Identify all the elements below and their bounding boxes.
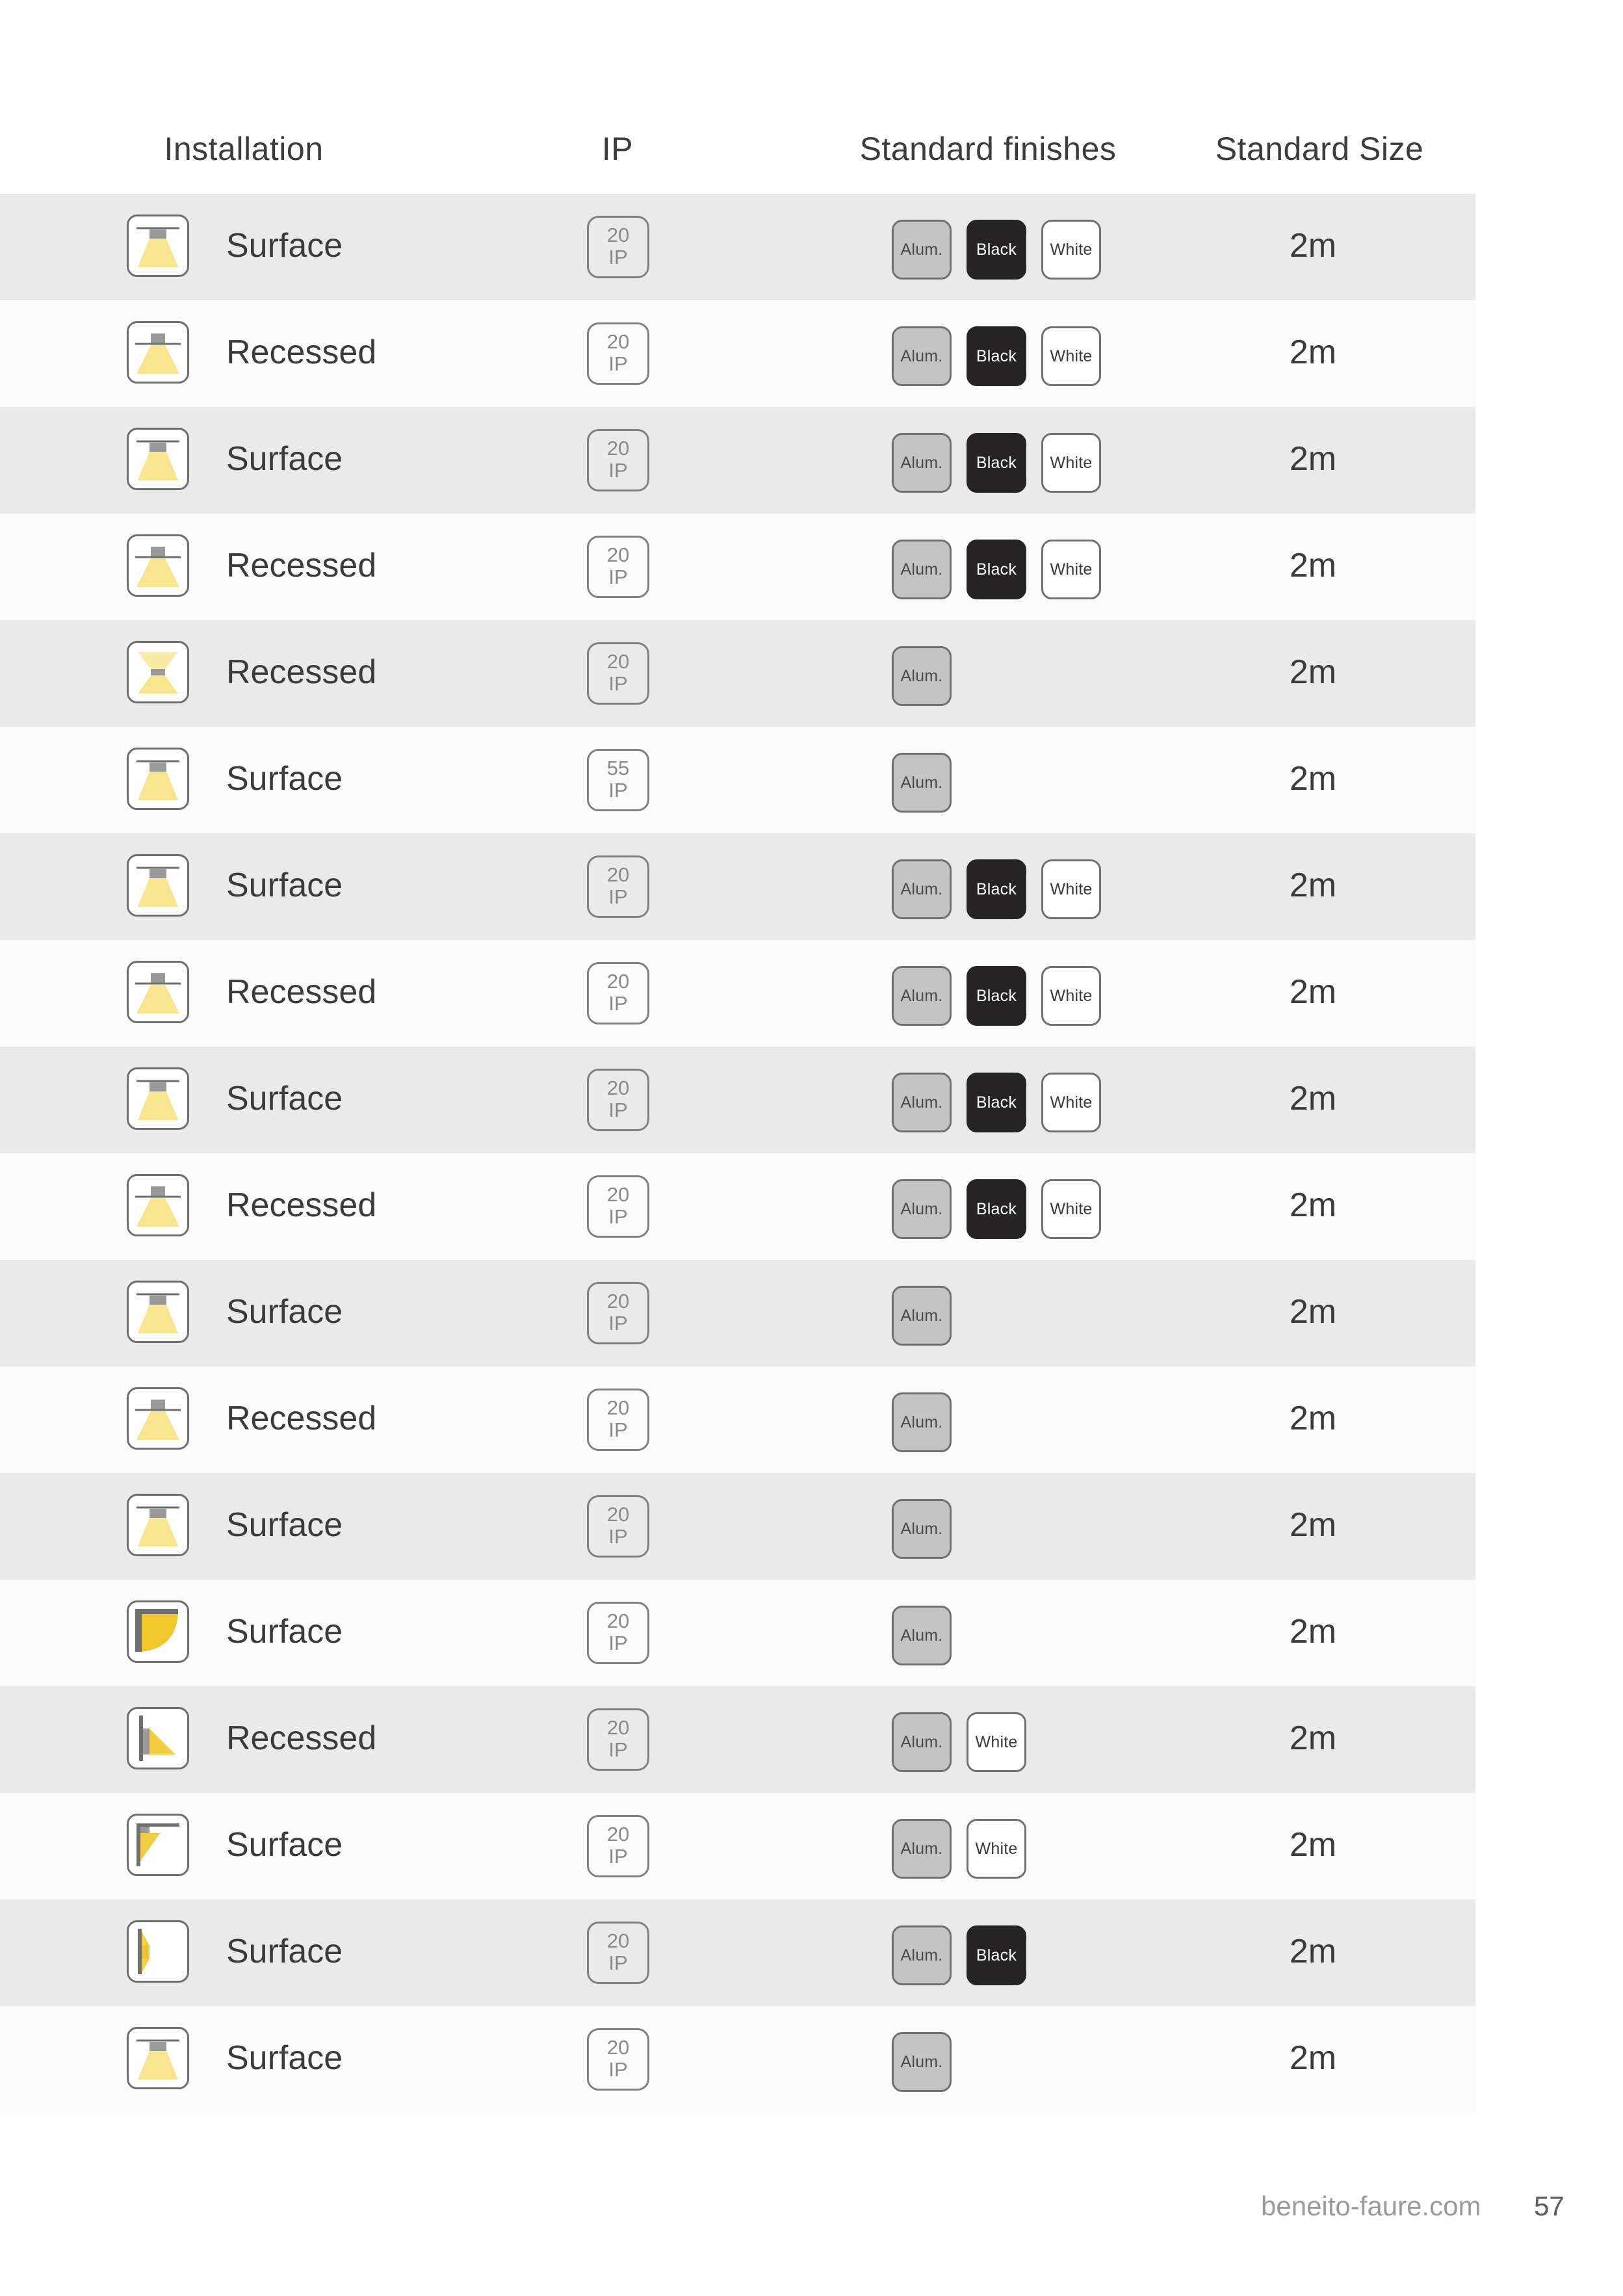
ip-rating-label: IP xyxy=(608,566,628,588)
finish-swatch-alum: Alum. xyxy=(892,540,952,599)
ip-rating-label: IP xyxy=(608,1205,628,1228)
installation-label: Recessed xyxy=(226,1719,377,1757)
standard-size: 2m xyxy=(1289,973,1337,1011)
ip-rating-badge xyxy=(587,1069,649,1131)
ip-rating-label: IP xyxy=(608,1951,628,1974)
ip-rating-label: IP xyxy=(608,1632,628,1654)
ip-rating-value: 20 xyxy=(606,1076,630,1099)
ip-rating-value: 20 xyxy=(606,863,630,886)
finish-swatch-white: White xyxy=(967,1819,1026,1879)
ip-rating-value: 20 xyxy=(606,1929,630,1952)
table-row xyxy=(0,1260,1475,1366)
table-row xyxy=(0,1047,1475,1153)
installation-label: Surface xyxy=(226,1293,343,1331)
wall-surface-light-icon xyxy=(127,1920,189,1983)
finish-swatch-white: White xyxy=(1041,1179,1101,1239)
installation-label: Surface xyxy=(226,760,343,798)
finish-swatch-black: Black xyxy=(967,1179,1026,1239)
installation-label: Recessed xyxy=(226,547,377,584)
ip-rating-value: 20 xyxy=(606,224,630,246)
finish-swatch-white: White xyxy=(1041,326,1101,386)
ip-rating-label: IP xyxy=(608,246,628,268)
standard-size: 2m xyxy=(1289,867,1337,904)
table-row xyxy=(0,194,1475,300)
table-row xyxy=(0,1153,1475,1260)
finish-swatch-black: Black xyxy=(967,966,1026,1026)
ip-rating-badge xyxy=(587,749,649,811)
surface-downlight-icon xyxy=(127,2027,189,2089)
finish-swatch-alum: Alum. xyxy=(892,220,952,280)
surface-downlight-icon xyxy=(127,1281,189,1343)
table-row xyxy=(0,727,1475,833)
surface-downlight-icon xyxy=(127,428,189,490)
ip-rating-label: IP xyxy=(608,1418,628,1441)
standard-size: 2m xyxy=(1289,440,1337,478)
recessed-downlight-icon xyxy=(127,534,189,597)
installation-label: Surface xyxy=(226,1826,343,1864)
ip-rating-badge xyxy=(587,322,649,385)
ip-rating-badge xyxy=(587,2028,649,2091)
ip-rating-label: IP xyxy=(608,779,628,802)
table-row xyxy=(0,1473,1475,1580)
ip-rating-label: IP xyxy=(608,885,628,908)
finish-swatch-alum: Alum. xyxy=(892,1392,952,1452)
ip-rating-value: 20 xyxy=(606,2036,630,2059)
ip-rating-badge xyxy=(587,216,649,278)
installation-label: Recessed xyxy=(226,333,377,371)
finish-swatch-black: Black xyxy=(967,433,1026,493)
ip-rating-badge xyxy=(587,1922,649,1984)
installation-label: Surface xyxy=(226,1506,343,1544)
header-size: Standard Size xyxy=(1215,131,1424,167)
installation-label: Recessed xyxy=(226,1186,377,1224)
recessed-downlight-icon xyxy=(127,1174,189,1236)
finish-swatch-alum: Alum. xyxy=(892,1819,952,1879)
finish-swatch-alum: Alum. xyxy=(892,1073,952,1132)
finish-swatch-alum: Alum. xyxy=(892,966,952,1026)
ip-rating-label: IP xyxy=(608,352,628,375)
standard-size: 2m xyxy=(1289,760,1337,798)
ip-rating-label: IP xyxy=(608,672,628,695)
footer-url[interactable]: beneito-faure.com xyxy=(1261,2191,1481,2221)
recessed-updown-light-icon xyxy=(127,641,189,703)
standard-size: 2m xyxy=(1289,1506,1337,1544)
finish-swatch-alum: Alum. xyxy=(892,753,952,813)
surface-downlight-icon xyxy=(127,215,189,277)
page-number: 57 xyxy=(1534,2191,1565,2221)
ip-rating-badge xyxy=(587,1175,649,1238)
standard-size: 2m xyxy=(1289,1186,1337,1224)
ip-rating-value: 20 xyxy=(606,1716,630,1739)
table-row xyxy=(0,1793,1475,1899)
ip-rating-badge xyxy=(587,962,649,1024)
recessed-downlight-icon xyxy=(127,1387,189,1450)
ip-rating-label: IP xyxy=(608,1845,628,1868)
table-row xyxy=(0,1899,1475,2006)
ip-rating-value: 20 xyxy=(606,543,630,566)
standard-size: 2m xyxy=(1289,1080,1337,1117)
ip-rating-badge xyxy=(587,855,649,918)
table-row xyxy=(0,514,1475,620)
finish-swatch-white: White xyxy=(1041,859,1101,919)
finish-swatch-black: Black xyxy=(967,859,1026,919)
installation-label: Surface xyxy=(226,1933,343,1970)
ip-rating-label: IP xyxy=(608,992,628,1015)
table-row xyxy=(0,1580,1475,1686)
finish-swatch-alum: Alum. xyxy=(892,1925,952,1985)
installation-label: Surface xyxy=(226,1613,343,1650)
finish-swatch-white: White xyxy=(1041,966,1101,1026)
header-installation: Installation xyxy=(164,131,324,167)
ip-rating-label: IP xyxy=(608,459,628,482)
finish-swatch-alum: Alum. xyxy=(892,1286,952,1346)
product-table xyxy=(0,194,1475,2113)
ip-rating-value: 20 xyxy=(606,1610,630,1632)
finish-swatch-alum: Alum. xyxy=(892,1606,952,1665)
ip-rating-badge xyxy=(587,1815,649,1877)
installation-label: Recessed xyxy=(226,973,377,1011)
finish-swatch-alum: Alum. xyxy=(892,1712,952,1772)
table-row xyxy=(0,833,1475,940)
standard-size: 2m xyxy=(1289,547,1337,584)
table-row xyxy=(0,2006,1475,2113)
standard-size: 2m xyxy=(1289,227,1337,265)
surface-downlight-icon xyxy=(127,748,189,810)
standard-size: 2m xyxy=(1289,1613,1337,1650)
standard-size: 2m xyxy=(1289,333,1337,371)
corner-light-icon xyxy=(127,1600,189,1663)
standard-size: 2m xyxy=(1289,1933,1337,1970)
ip-rating-badge xyxy=(587,1389,649,1451)
ip-rating-badge xyxy=(587,1602,649,1664)
installation-label: Surface xyxy=(226,1080,343,1117)
table-row xyxy=(0,620,1475,727)
ip-rating-value: 20 xyxy=(606,330,630,353)
ip-rating-badge xyxy=(587,429,649,491)
finish-swatch-black: Black xyxy=(967,1073,1026,1132)
table-row xyxy=(0,1366,1475,1473)
ip-rating-badge xyxy=(587,1708,649,1771)
ip-rating-value: 55 xyxy=(606,757,630,779)
ip-rating-badge xyxy=(587,642,649,705)
finish-swatch-alum: Alum. xyxy=(892,326,952,386)
ip-rating-value: 20 xyxy=(606,1396,630,1419)
ip-rating-label: IP xyxy=(608,1312,628,1335)
ip-rating-label: IP xyxy=(608,1738,628,1761)
ip-rating-value: 20 xyxy=(606,1503,630,1526)
recessed-downlight-icon xyxy=(127,961,189,1023)
ip-rating-value: 20 xyxy=(606,1290,630,1312)
ip-rating-value: 20 xyxy=(606,1183,630,1206)
finish-swatch-alum: Alum. xyxy=(892,433,952,493)
installation-label: Recessed xyxy=(226,653,377,691)
finish-swatch-white: White xyxy=(1041,1073,1101,1132)
table-row xyxy=(0,407,1475,514)
finish-swatch-alum: Alum. xyxy=(892,646,952,706)
table-row xyxy=(0,1686,1475,1793)
standard-size: 2m xyxy=(1289,1400,1337,1437)
ip-rating-value: 20 xyxy=(606,437,630,460)
surface-downlight-icon xyxy=(127,1494,189,1556)
installation-label: Recessed xyxy=(226,1400,377,1437)
finish-swatch-black: Black xyxy=(967,326,1026,386)
ip-rating-value: 20 xyxy=(606,970,630,993)
finish-swatch-white: White xyxy=(967,1712,1026,1772)
finish-swatch-alum: Alum. xyxy=(892,1179,952,1239)
finish-swatch-white: White xyxy=(1041,433,1101,493)
ip-rating-badge xyxy=(587,536,649,598)
header-finishes: Standard finishes xyxy=(859,131,1117,167)
ceiling-corner-light-icon xyxy=(127,1814,189,1876)
finish-swatch-white: White xyxy=(1041,220,1101,280)
finish-swatch-black: Black xyxy=(967,1925,1026,1985)
surface-downlight-icon xyxy=(127,1067,189,1130)
standard-size: 2m xyxy=(1289,653,1337,691)
installation-label: Surface xyxy=(226,2039,343,2077)
standard-size: 2m xyxy=(1289,1719,1337,1757)
recessed-downlight-icon xyxy=(127,321,189,384)
ip-rating-value: 20 xyxy=(606,650,630,673)
standard-size: 2m xyxy=(1289,2039,1337,2077)
surface-downlight-icon xyxy=(127,854,189,917)
ip-rating-label: IP xyxy=(608,1525,628,1548)
finish-swatch-white: White xyxy=(1041,540,1101,599)
standard-size: 2m xyxy=(1289,1293,1337,1331)
finish-swatch-alum: Alum. xyxy=(892,859,952,919)
table-header xyxy=(0,130,1475,189)
standard-size: 2m xyxy=(1289,1826,1337,1864)
finish-swatch-alum: Alum. xyxy=(892,1499,952,1559)
header-ip: IP xyxy=(601,131,634,167)
installation-label: Surface xyxy=(226,440,343,478)
table-row xyxy=(0,940,1475,1047)
ip-rating-label: IP xyxy=(608,2058,628,2081)
finish-swatch-black: Black xyxy=(967,540,1026,599)
ip-rating-badge xyxy=(587,1282,649,1344)
finish-swatch-alum: Alum. xyxy=(892,2032,952,2092)
finish-swatch-black: Black xyxy=(967,220,1026,280)
ip-rating-badge xyxy=(587,1495,649,1558)
wall-recessed-light-icon xyxy=(127,1707,189,1769)
installation-label: Surface xyxy=(226,227,343,265)
ip-rating-label: IP xyxy=(608,1099,628,1121)
table-row xyxy=(0,300,1475,407)
ip-rating-value: 20 xyxy=(606,1823,630,1846)
installation-label: Surface xyxy=(226,867,343,904)
